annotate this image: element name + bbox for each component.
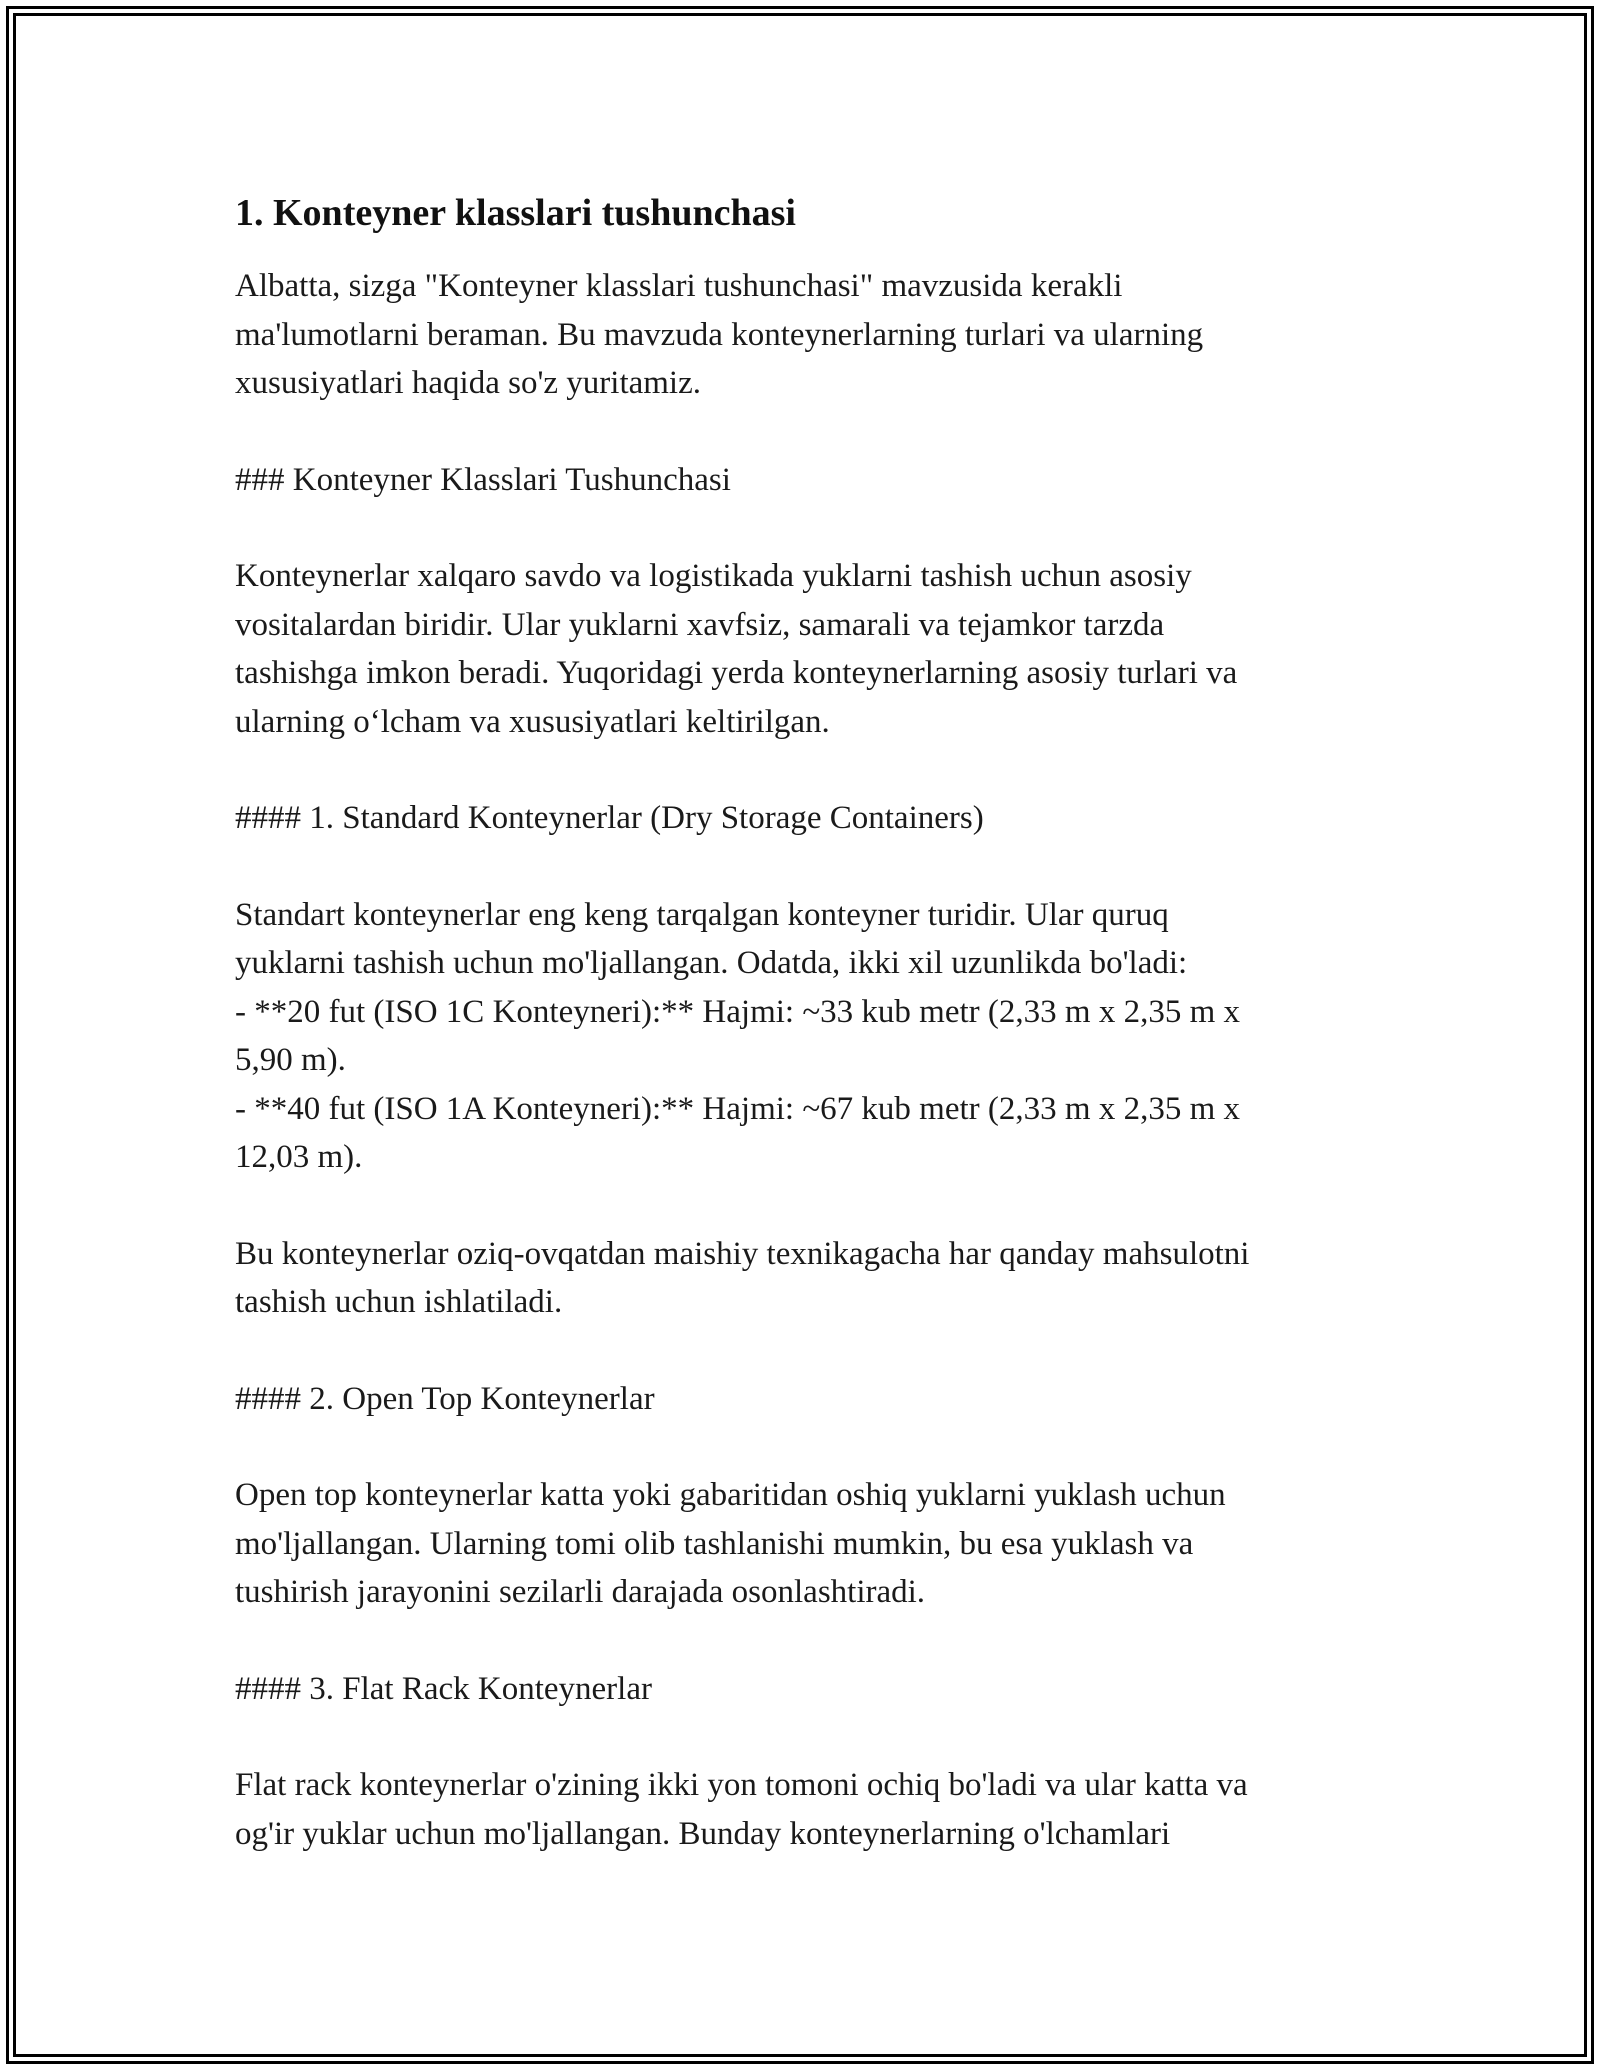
text-line: ma'lumotlarni beraman. Bu mavzuda konteynerlarning turlari va ularning	[235, 316, 1204, 353]
text-line: mo'ljallangan. Ularning tomi olib tashlanishi mumkin, bu esa yuklash va	[235, 1525, 1194, 1562]
paragraph	[235, 456, 1375, 505]
text-line: - **20 fut (ISO 1C Konteyneri):** Hajmi: ~33 kub metr (2,33 m x 2,35 m x	[235, 993, 1240, 1030]
text-line: tashish uchun ishlatiladi.	[235, 1284, 563, 1320]
text-line: Konteynerlar xalqaro savdo va logistikada yuklarni tashish uchun asosiy	[235, 558, 1192, 594]
paragraph	[235, 1375, 1375, 1424]
paragraph-list	[235, 262, 1375, 1858]
text-line: og'ir yuklar uchun mo'ljallangan. Bunday konteynerlarning o'lchamlari	[235, 1815, 1171, 1852]
text-line: tashishga imkon beradi. Yuqoridagi yerda konteynerlarning asosiy turlari va	[235, 655, 1238, 691]
text-line: #### 2. Open Top Konteynerlar	[235, 1380, 655, 1417]
paragraph	[235, 552, 1375, 746]
paragraph	[235, 1761, 1375, 1858]
text-line: xususiyatlari haqida so'z yuritamiz.	[235, 365, 701, 401]
text-line: 5,90 m).	[235, 1042, 346, 1078]
text-line: - **40 fut (ISO 1A Konteyneri):** Hajmi: ~67 kub metr (2,33 m x 2,35 m x	[235, 1090, 1240, 1127]
paragraph	[235, 1230, 1375, 1327]
paragraph	[235, 262, 1375, 408]
text-line: ### Konteyner Klasslari Tushunchasi	[235, 461, 731, 498]
text-line: yuklarni tashish uchun mo'ljallangan. Odatda, ikki xil uzunlikda bo'ladi:	[235, 945, 1188, 981]
text-line: 12,03 m).	[235, 1139, 363, 1175]
text-line: tushirish jarayonini sezilarli darajada osonlashtiradi.	[235, 1574, 926, 1610]
paragraph	[235, 1665, 1375, 1714]
text-line: vositalardan biridir. Ular yuklarni xavfsiz, samarali va tejamkor tarzda	[235, 606, 1165, 643]
text-line: Open top konteynerlar katta yoki gabaritidan oshiq yuklarni yuklash uchun	[235, 1477, 1226, 1513]
text-line: Standart konteynerlar eng keng tarqalgan konteyner turidir. Ular quruq	[235, 896, 1169, 933]
text-line: Bu konteynerlar oziq-ovqatdan maishiy texnikagacha har qanday mahsulotni	[235, 1235, 1250, 1272]
text-line: Albatta, sizga "Konteyner klasslari tushunchasi" mavzusida kerakli	[235, 268, 1123, 304]
document-title: 1. Konteyner klasslari tushunchasi	[235, 192, 796, 234]
text-line: #### 3. Flat Rack Konteynerlar	[235, 1670, 652, 1707]
document-body	[235, 188, 1375, 1906]
text-line: #### 1. Standard Konteynerlar (Dry Storage Containers)	[235, 800, 984, 836]
paragraph	[235, 891, 1375, 1182]
paragraph	[235, 1471, 1375, 1617]
paragraph	[235, 794, 1375, 843]
text-line: Flat rack konteynerlar o'zining ikki yon tomoni ochiq bo'ladi va ular katta va	[235, 1767, 1248, 1803]
text-line: ularning o‘lcham va xususiyatlari keltirilgan.	[235, 703, 830, 740]
